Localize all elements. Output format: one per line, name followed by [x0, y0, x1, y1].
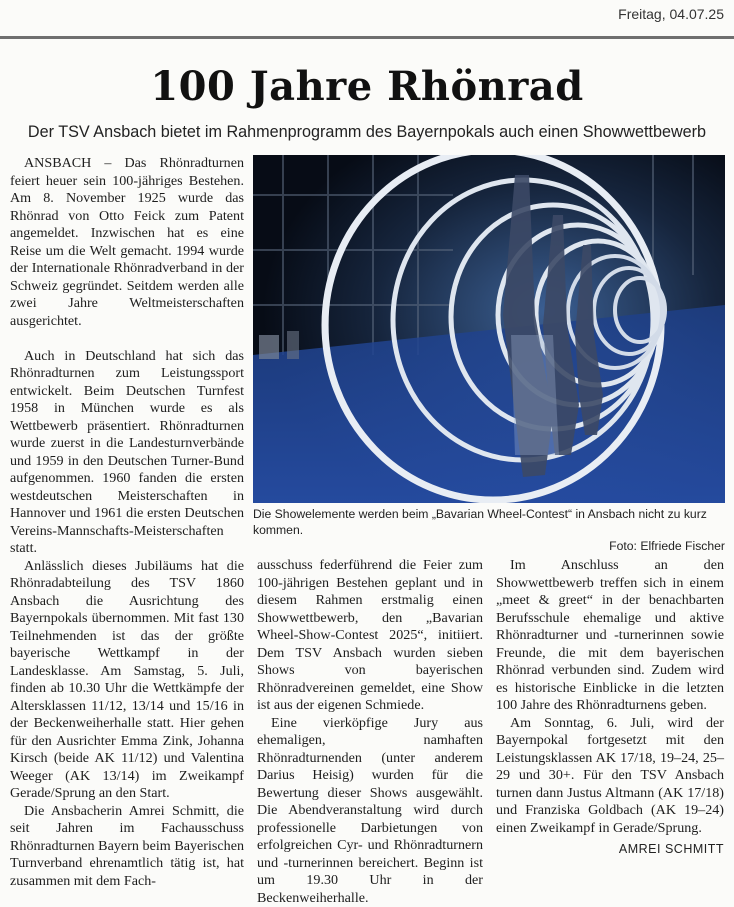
article-photo	[253, 155, 725, 503]
subheadline: Der TSV Ansbach bietet im Rahmenprogramm des Bayernpokals auch einen Showwettbewerb	[0, 123, 734, 142]
photo-credit: Foto: Elfriede Fischer	[253, 538, 725, 554]
rhoenrad-wheels-image	[253, 155, 725, 503]
author-byline: AMREI SCHMITT	[619, 842, 724, 856]
article-column-3	[496, 557, 724, 837]
article-paragraph: ANSBACH – Das Rhönradturnen feiert heuer sein 100-jähriges Bestehen. Am 8. November 1925 wurde das Rhönrad von Otto Feick zum Patent angemeldet. Inzwischen hat es eine Reise um die Welt gemacht. 1994 wurde der Internationale Rhönradverband in der Schweiz gegründet. Seitdem werden alle zwei Jahre Weltmeisterschaften ausgerichtet.	[10, 155, 244, 330]
photo-caption-block	[253, 506, 725, 554]
article-paragraph: Am Sonntag, 6. Juli, wird der Bayernpokal fortgesetzt mit den Leistungsklassen AK 17/18, 19–24, 25–29 und 30+. Für den TSV Ansbach turnen dann Justus Altmann (AK 17/18) und Franziska Goldbach (AK 19–24) einen Zweikampf in Gerade/Sprung.	[496, 715, 724, 838]
article-paragraph: Eine vierköpfige Jury aus ehemaligen, namhaften Rhönradturnenden (unter anderem Darius Heisig) wurden für die Bewertung dieser Shows ausgewählt. Die Abendveranstaltung wird durch professionelle Darbietungen von erfolgreichen Cyr- und Rhönradturnern und -turnerinnen bereichert. Beginn ist um 19.30 Uhr in der Beckenweiherhalle.	[257, 715, 483, 907]
publication-date: Freitag, 04.07.25	[618, 6, 724, 22]
headline: 100 Jahre Rhönrad	[0, 63, 734, 110]
article-paragraph: Auch in Deutschland hat sich das Rhönradturnen zum Leistungssport entwickelt. Beim Deutschen Turnfest 1958 in München wurde es als Wettbewerb präsentiert. Rhönradturnen wurde zuerst in die Landesturnverbände und 1959 in den Deutschen Turner-Bund aufgenommen. 1960 fanden die ersten westdeutschen Meisterschaften in Hannover und 1961 die ersten Deutschen Vereins-Mannschafts-Meisterschaften statt.	[10, 348, 244, 558]
article-paragraph: Im Anschluss an den Showwettbewerb treffen sich in einem „meet & greet“ in der benachbarten Berufsschule ehemalige und aktive Rhönradturner und -turnerinnen sowie Freunde, die mit dem bayerischen Rhönrad verbunden sind. Zudem wird es historische Einblicke in die letzten 100 Jahre des Rhönradturnens geben.	[496, 557, 724, 715]
article-column-1	[10, 155, 244, 890]
article-paragraph: Die Ansbacherin Amrei Schmitt, die seit Jahren im Fachausschuss Rhönradturnen Bayern beim Bayerischen Turnverband ehrenamtlich tätig ist, hat zusammen mit dem Fach-	[10, 803, 244, 891]
article-paragraph: Anlässlich dieses Jubiläums hat die Rhönradabteilung des TSV 1860 Ansbach die Ausrichtung des Bayernpokals übernommen. Mit fast 130 Teilnehmenden ist das der größte bayerische Wettkampf in der Landesklasse. Am Samstag, 5. Juli, finden ab 10.30 Uhr die Wettkämpfe der Altersklassen 11/12, 13/14 und 15/16 in der Beckenweiherhalle statt. Hier gehen für den Ausrichter Emma Zink, Johanna Kirsch (beide AK 11/12) und Valentina Weeger (AK 13/14) im Zweikampf Gerade/Sprung an den Start.	[10, 558, 244, 803]
article-column-2	[257, 557, 483, 907]
photo-caption: Die Showelemente werden beim „Bavarian Wheel-Contest“ in Ansbach nicht zu kurz kommen.	[253, 506, 725, 538]
header-rule	[0, 36, 734, 39]
article-paragraph: ausschuss federführend die Feier zum 100-jährigen Bestehen geplant und in diesem Rahmen erstmalig einen Showwettbewerb, den „Bavarian Wheel-Show-Contest 2025“, initiiert. Dem TSV Ansbach wurden sieben Shows von bayerischen Rhönradvereinen gemeldet, eine Show ist aus der eigenen Schmiede.	[257, 557, 483, 715]
